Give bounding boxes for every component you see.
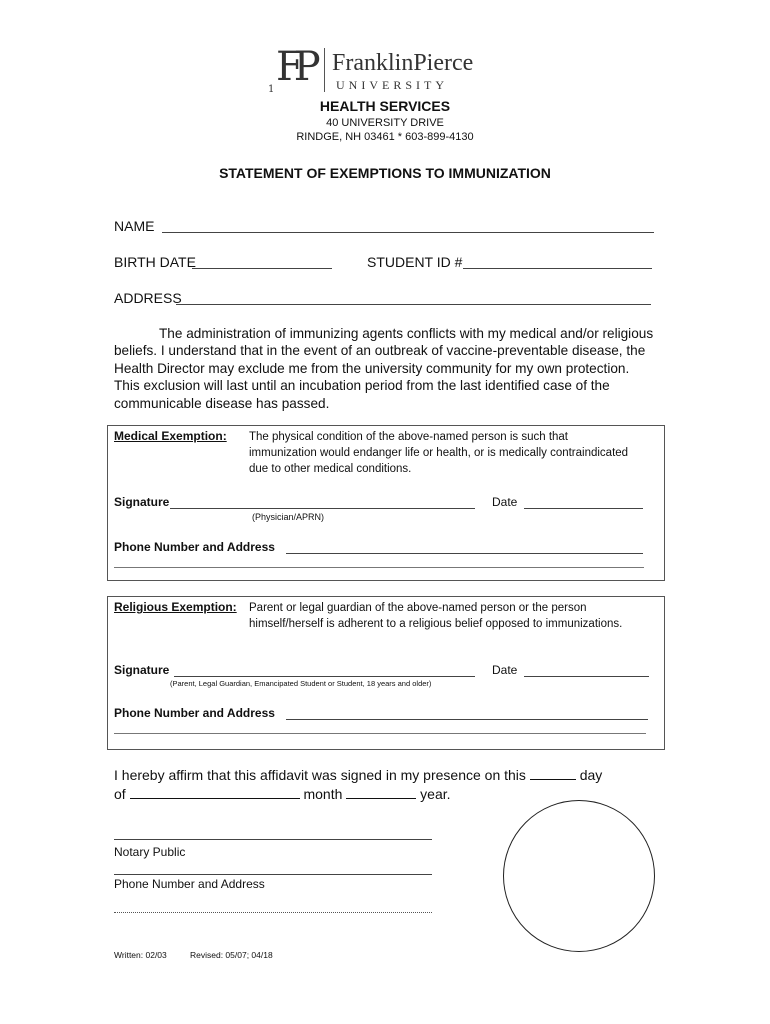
form-title: STATEMENT OF EXEMPTIONS TO IMMUNIZATION: [219, 165, 551, 181]
address-line-2: RINDGE, NH 03461 * 603-899-4130: [296, 131, 474, 143]
name-field[interactable]: [162, 232, 654, 233]
religious-phone-field[interactable]: [286, 719, 648, 720]
address-label: ADDRESS: [114, 290, 182, 306]
affidavit-line-1: [114, 766, 602, 783]
medical-date-label: Date: [492, 495, 518, 509]
religious-signature-label: Signature: [114, 663, 170, 677]
religious-phone-label: Phone Number and Address: [114, 706, 275, 720]
statement-paragraph: The administration of immunizing agents conflicts with my medical and/or religious beliefs. I understand that in the event of an outbreak of vaccine-preventable disease, the Health Director may exclude me from the university community for my own protection. This exclusion will last until an incubation period from the last identified case of the communicable disease has passed.: [114, 326, 654, 411]
logo-superscript: 1: [268, 84, 275, 95]
religious-signature-field[interactable]: [174, 676, 475, 677]
medical-signature-field[interactable]: [170, 508, 475, 509]
affidavit-day-field[interactable]: [530, 766, 576, 780]
notary-seal-circle: [503, 800, 655, 952]
notary-phone-field[interactable]: [114, 874, 432, 875]
medical-phone-label: Phone Number and Address: [114, 540, 275, 554]
footer-written: Written: 02/03: [114, 950, 167, 960]
affidavit-line-2: [114, 785, 451, 802]
notary-phone-field-2[interactable]: [114, 912, 432, 913]
logo-monogram: FP: [276, 44, 311, 90]
student-id-label: STUDENT ID #: [367, 254, 463, 270]
logo-divider: [324, 48, 325, 92]
religious-date-label: Date: [492, 663, 518, 677]
medical-phone-field[interactable]: [286, 553, 643, 554]
medical-signature-note: (Physician/APRN): [252, 512, 325, 522]
department-title: HEALTH SERVICES: [319, 98, 451, 114]
religious-signature-note: (Parent, Legal Guardian, Emancipated Student or Student, 18 years and older): [170, 679, 432, 688]
footer-revised: Revised: 05/07; 04/18: [190, 950, 273, 960]
religious-exemption-text: Parent or legal guardian of the above-named person or the person himself/herself is adherent to a religious belief opposed to immunizations.: [249, 602, 623, 630]
notary-signature-field[interactable]: [114, 839, 432, 840]
affidavit-text: I hereby affirm that this affidavit was signed in my presence on this: [114, 767, 526, 783]
medical-exemption-text: The physical condition of the above-named person is such that immunization would endanger life or health, or is medically contraindicated due to other medical conditions.: [249, 431, 629, 475]
religious-phone-field-2[interactable]: [114, 733, 646, 734]
address-field[interactable]: [176, 304, 651, 305]
affidavit-of-label: of: [114, 786, 126, 802]
birth-date-field[interactable]: [192, 268, 332, 269]
notary-public-label: Notary Public: [114, 845, 186, 859]
affidavit-month-label: month: [303, 786, 343, 802]
medical-phone-field-2[interactable]: [114, 567, 644, 568]
affidavit-of-field[interactable]: [130, 785, 300, 799]
affidavit-year-label: year.: [420, 786, 451, 802]
birth-date-label: BIRTH DATE: [114, 254, 196, 270]
religious-exemption-heading: Religious Exemption:: [114, 600, 237, 614]
medical-exemption-heading: Medical Exemption:: [114, 429, 227, 443]
logo: [268, 44, 508, 98]
medical-signature-label: Signature: [114, 495, 170, 509]
affidavit-month-field[interactable]: [346, 785, 416, 799]
religious-date-field[interactable]: [524, 676, 649, 677]
medical-date-field[interactable]: [524, 508, 643, 509]
logo-sub: UNIVERSITY: [336, 78, 448, 92]
address-line-1: 40 UNIVERSITY DRIVE: [326, 117, 444, 129]
student-id-field[interactable]: [463, 268, 652, 269]
logo-name: FranklinPierce: [332, 50, 474, 76]
notary-phone-label: Phone Number and Address: [114, 877, 265, 891]
affidavit-day-label: day: [579, 767, 603, 783]
name-label: NAME: [114, 218, 155, 234]
